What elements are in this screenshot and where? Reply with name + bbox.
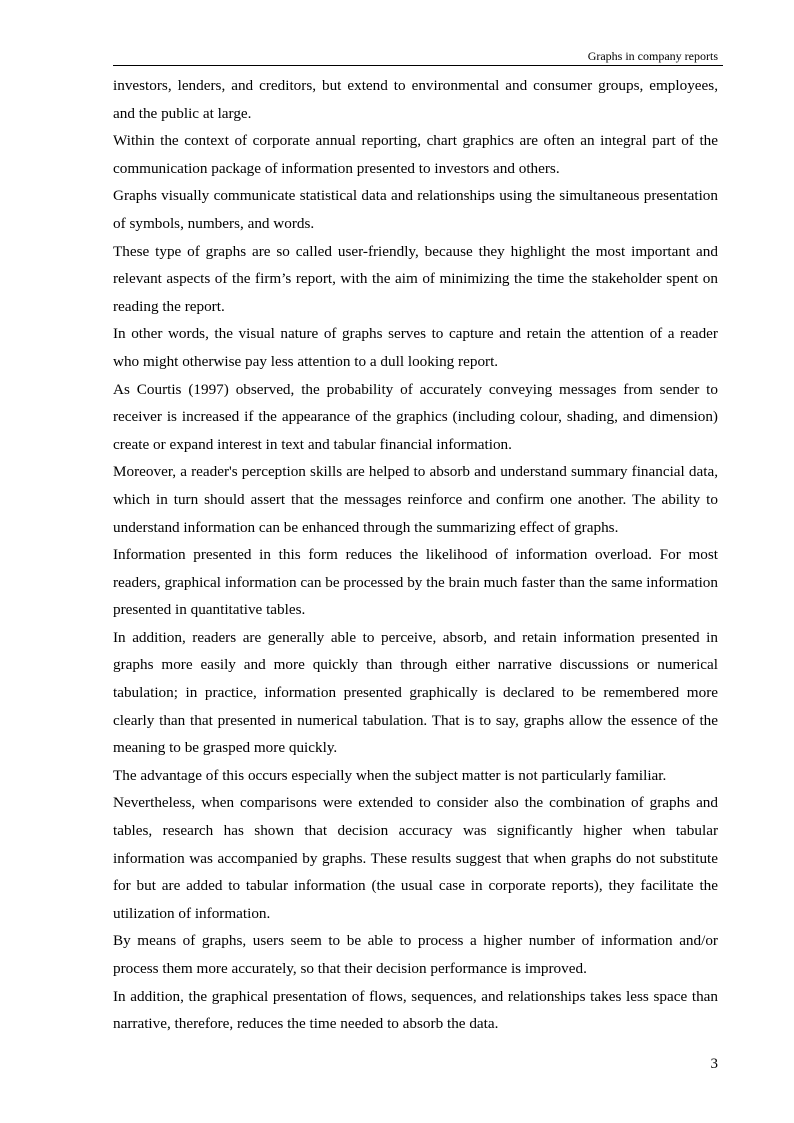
paragraph: Information presented in this form reduces the likelihood of information overload. For most readers, graphical information can be processed by the brain much faster than the same information presented in quantitative tables. <box>113 546 718 619</box>
paragraph: In other words, the visual nature of graphs serves to capture and retain the attention of a reader who might otherwise pay less attention to a dull looking report. <box>113 325 718 370</box>
paragraph: Moreover, a reader's perception skills are helped to absorb and understand summary financial data, which in turn should assert that the messages reinforce and confirm one another. The ability to understand information can be enhanced through the summarizing effect of graphs. <box>113 463 718 536</box>
paragraph: These type of graphs are so called user-friendly, because they highlight the most important and relevant aspects of the firm’s report, with the aim of minimizing the time the stakeholder spent on reading the report. <box>113 242 718 315</box>
paragraph: By means of graphs, users seem to be able to process a higher number of information and/or process them more accurately, so that their decision performance is improved. <box>113 932 718 977</box>
running-title: Graphs in company reports <box>587 49 718 63</box>
paragraph: In addition, readers are generally able to perceive, absorb, and retain information presented in graphs more easily and more quickly than through either narrative discussions or numerical tabulation; in practice, information presented graphically is declared to be remembered more clearly than that presented in numerical tabulation. That is to say, graphs allow the essence of the meaning to be grasped more quickly. <box>113 628 718 757</box>
paragraph: In addition, the graphical presentation of flows, sequences, and relationships takes less space than narrative, therefore, reduces the time needed to absorb the data. <box>113 987 718 1033</box>
page-number: 3 <box>710 1056 718 1072</box>
running-header <box>113 48 723 66</box>
paragraph: Graphs visually communicate statistical data and relationships using the simultaneous presentation of symbols, numbers, and words. <box>113 187 718 232</box>
paragraph: The advantage of this occurs especially when the subject matter is not particularly familiar. <box>113 766 667 784</box>
paragraph: Nevertheless, when comparisons were extended to consider also the combination of graphs and tables, research has shown that decision accuracy was significantly higher when tabular information was accompanied by graphs. These results suggest that when graphs do not substitute for but are added to tabular information (the usual case in corporate reports), they facilitate the utilization of information. <box>113 794 718 922</box>
body-text <box>113 72 718 1038</box>
paragraph: investors, lenders, and creditors, but extend to environmental and consumer groups, employees, and the public at large. <box>113 77 718 122</box>
paragraph: As Courtis (1997) observed, the probability of accurately conveying messages from sender to receiver is increased if the appearance of the graphics (including colour, shading, and dimension) create or expand interest in text and tabular financial information. <box>113 380 718 453</box>
paragraph: Within the context of corporate annual reporting, chart graphics are often an integral part of the communication package of information presented to investors and others. <box>113 132 718 177</box>
